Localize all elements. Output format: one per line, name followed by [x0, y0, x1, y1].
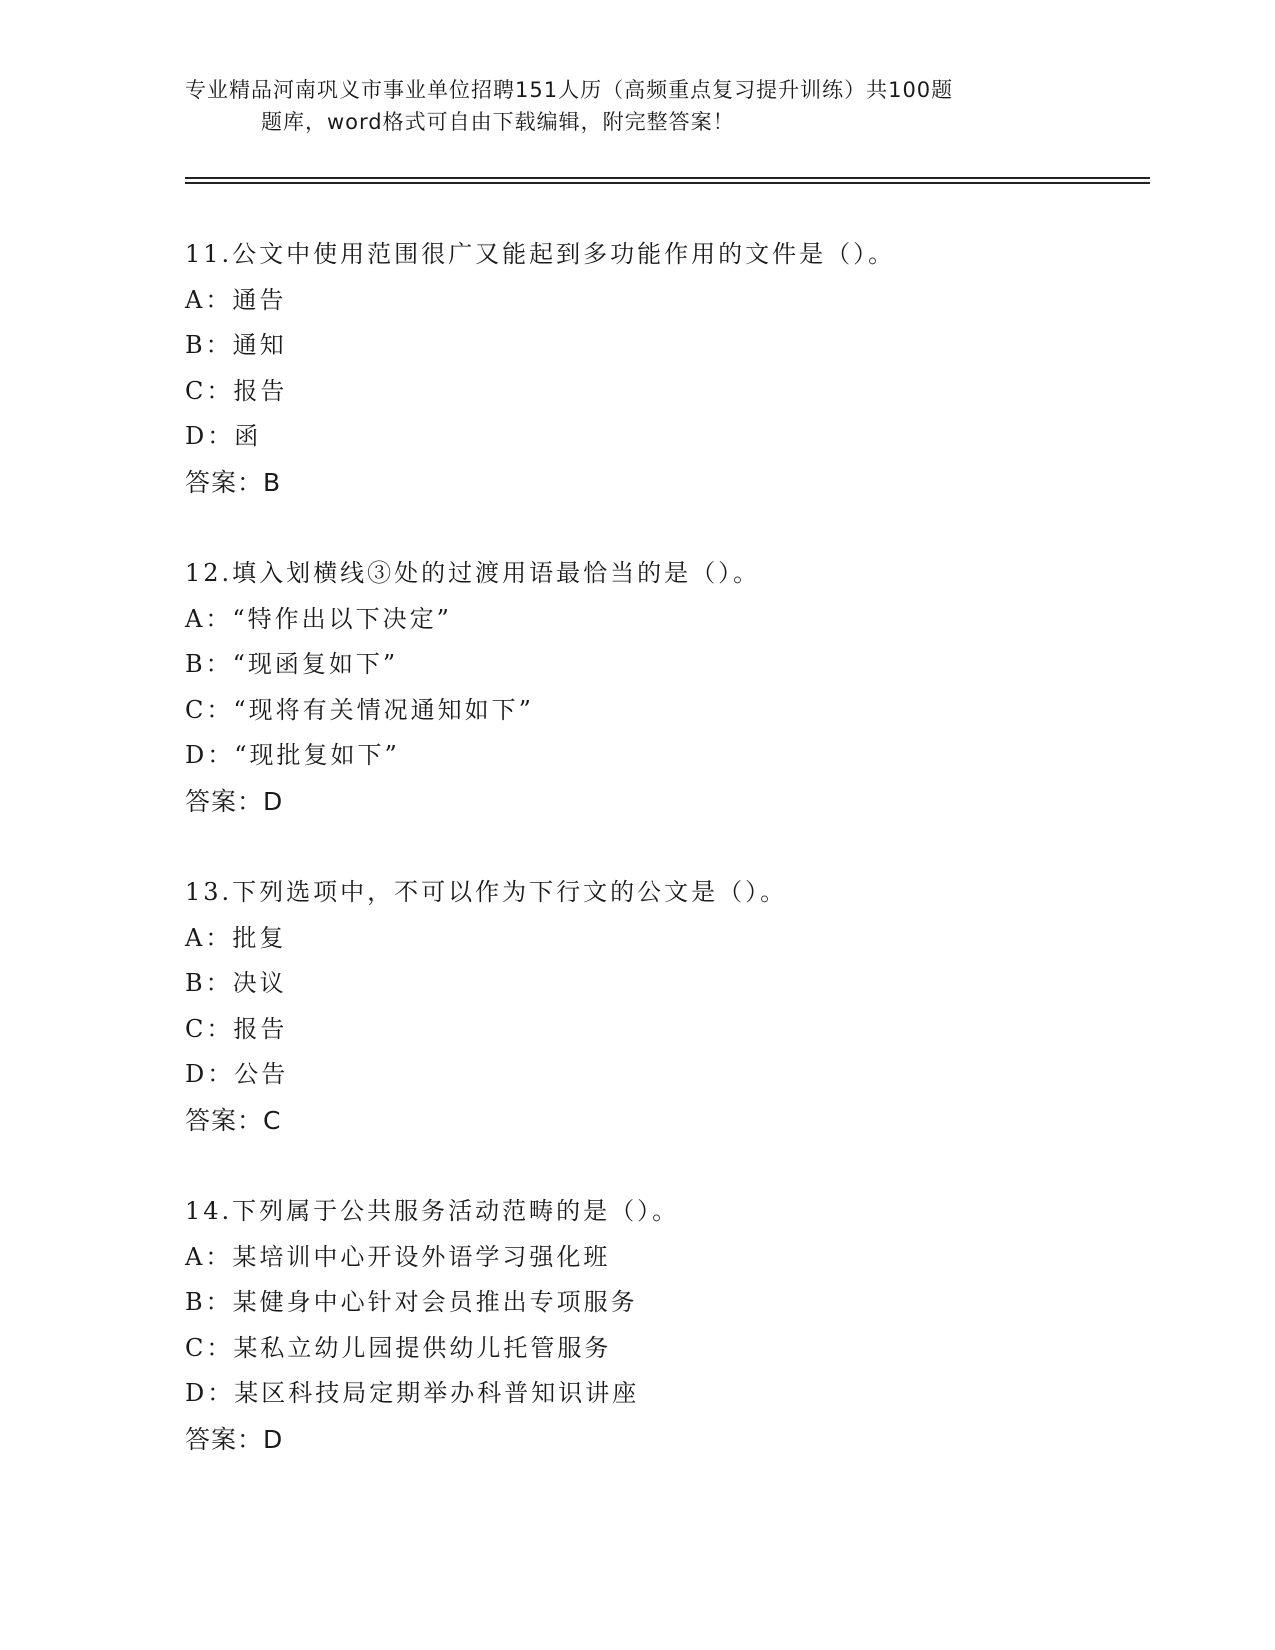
- question-stem: 13.下列选项中，不可以作为下行文的公文是（）。: [185, 878, 788, 906]
- header-title-line-2: 题库，word格式可自由下载编辑，附完整答案！: [261, 110, 735, 134]
- question-stem: 11.公文中使用范围很广又能起到多功能作用的文件是（）。: [185, 240, 896, 268]
- option-a: A：“特作出以下决定”: [185, 604, 452, 633]
- option-b: B：“现函复如下”: [185, 650, 399, 678]
- option-c: C：某私立幼儿园提供幼儿托管服务: [185, 1333, 612, 1362]
- header-title-line-1: 专业精品河南巩义市事业单位招聘151人历（高频重点复习提升训练）共100题: [185, 78, 954, 102]
- option-a: A：通告: [185, 285, 287, 314]
- question-14: [185, 1189, 1145, 1462]
- question-stem: 12.填入划横线③处的过渡用语最恰当的是（）。: [185, 559, 761, 587]
- document-header: [185, 74, 1085, 138]
- answer-line: 答案：B: [185, 467, 282, 497]
- question-12: [185, 551, 1145, 824]
- question-stem: 14.下列属于公共服务活动范畴的是（）。: [185, 1197, 680, 1225]
- option-c: C：报告: [185, 376, 288, 405]
- question-11: [185, 232, 1145, 505]
- answer-line: 答案：C: [185, 1105, 282, 1135]
- option-a: A：批复: [185, 923, 287, 952]
- header-divider-top: [185, 177, 1150, 179]
- answer-line: 答案：D: [185, 786, 284, 816]
- option-a: A：某培训中心开设外语学习强化班: [185, 1242, 611, 1271]
- answer-line: 答案：D: [185, 1424, 284, 1454]
- option-b: B：通知: [185, 331, 287, 359]
- option-d: D：某区科技局定期举办科普知识讲座: [185, 1379, 640, 1407]
- option-b: B：决议: [185, 969, 287, 997]
- option-c: C：报告: [185, 1014, 288, 1043]
- option-d: D：函: [185, 422, 262, 450]
- header-divider-bottom: [185, 182, 1150, 184]
- option-b: B：某健身中心针对会员推出专项服务: [185, 1288, 638, 1316]
- question-13: [185, 870, 1145, 1143]
- option-c: C：“现将有关情况通知如下”: [185, 695, 534, 724]
- option-d: D：“现批复如下”: [185, 741, 400, 769]
- option-d: D：公告: [185, 1060, 289, 1088]
